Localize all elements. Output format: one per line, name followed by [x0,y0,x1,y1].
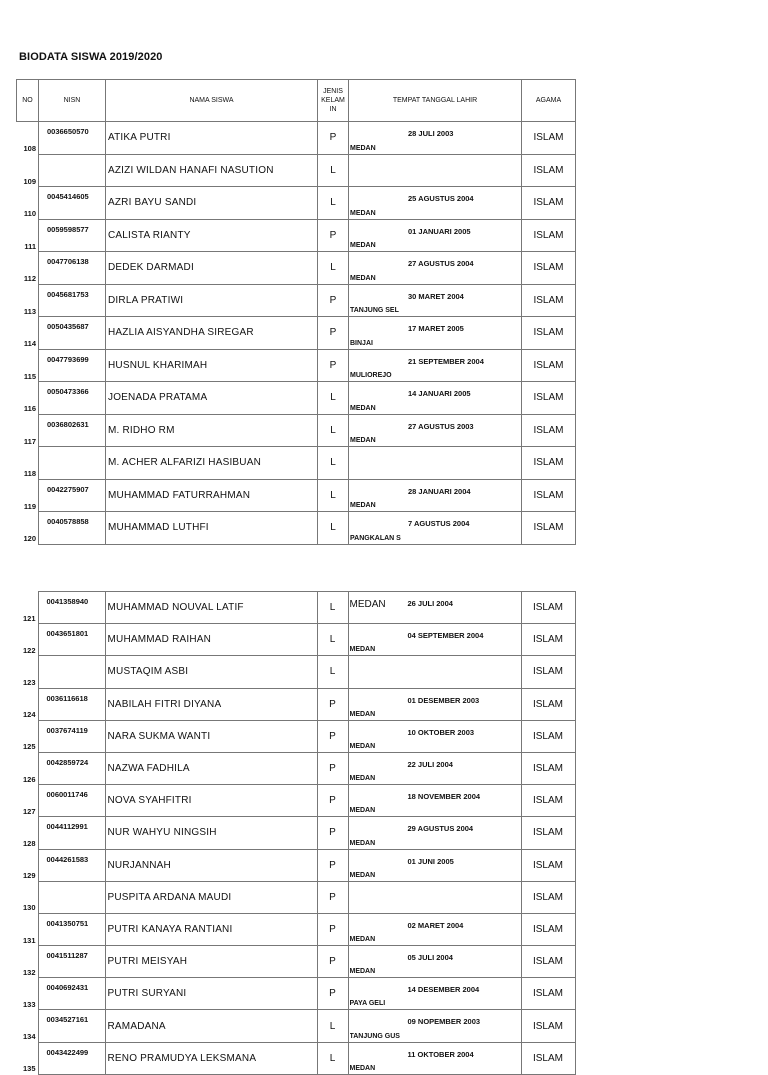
religion-cell: ISLAM [521,1010,575,1042]
nisn-cell: 0042275907 [39,479,106,512]
birth-place: BINJAI [350,339,373,347]
student-name-cell: M. ACHER ALFARIZI HASIBUAN [106,447,318,480]
birth-place: MEDAN [349,646,376,654]
row-number: 132 [16,946,38,978]
nisn-cell: 0043651801 [38,624,105,656]
gender-cell: P [317,688,348,720]
nisn-cell: 0060011746 [38,785,105,817]
row-number: 111 [17,219,39,252]
religion-cell: ISLAM [521,656,575,688]
gender-cell: P [318,122,349,155]
birth-place-date-cell [348,720,521,752]
table-row [17,447,576,480]
row-number: 127 [16,785,38,817]
birth-place-date-cell [348,785,521,817]
birth-date: 05 JULI 2004 [407,953,453,963]
student-name-cell: MUHAMMAD NOUVAL LATIF [105,592,317,624]
religion-cell: ISLAM [522,187,576,220]
birth-date: 14 DESEMBER 2004 [407,985,480,995]
birth-place: MEDAN [350,144,376,152]
birth-date: 02 MARET 2004 [407,920,464,930]
header-tempat-tanggal-lahir: TEMPAT TANGGAL LAHIR [349,80,522,122]
gender-cell: P [317,913,348,945]
birth-date: 01 JANUARI 2005 [408,226,471,236]
gender-cell: P [318,317,349,350]
gender-cell: L [317,1010,348,1042]
table-row [16,946,575,978]
table-row [16,978,575,1010]
table-row [17,479,576,512]
birth-place: MEDAN [349,839,376,847]
religion-cell: ISLAM [522,154,576,187]
student-name-cell: RAMADANA [105,1010,317,1042]
table-row [16,624,575,656]
birth-place-date-cell [348,624,521,656]
nisn-cell: 0037674119 [38,720,105,752]
student-name-cell: PUTRI SURYANI [105,978,317,1010]
religion-cell: ISLAM [521,785,575,817]
birth-place-date-cell [349,479,522,512]
nisn-cell: 0041358940 [38,592,105,624]
table-row [17,219,576,252]
religion-cell: ISLAM [521,592,575,624]
table-row [16,592,575,624]
birth-place: MEDAN [350,242,376,249]
student-name-cell: ATIKA PUTRI [106,122,318,155]
nisn-cell: 0036650570 [39,122,106,155]
birth-place-date-cell [349,252,522,285]
birth-date: 21 SEPTEMBER 2004 [408,356,484,366]
row-number: 122 [16,624,38,656]
nisn-cell: 0036116618 [38,688,105,720]
gender-cell: L [318,512,349,545]
religion-cell: ISLAM [521,817,575,849]
birth-date: 14 JANUARI 2005 [408,389,471,398]
row-number: 133 [16,978,38,1010]
gender-cell: P [317,785,348,817]
row-number: 120 [17,512,39,545]
gender-cell: P [317,978,348,1010]
birth-place-date-cell [349,382,522,415]
gender-cell: L [318,252,349,285]
birth-place: TANJUNG SEL [350,307,399,314]
birth-place: MEDAN [350,209,376,217]
birth-date: 29 AGUSTUS 2004 [407,824,474,834]
nisn-cell [38,881,105,913]
gender-cell: L [318,154,349,187]
birth-place: PAYA GELI [349,1000,386,1008]
row-number: 135 [16,1042,38,1074]
religion-cell: ISLAM [521,688,575,720]
birth-place-date-cell [349,122,522,155]
birth-place: TANJUNG GUS [349,1032,400,1040]
religion-cell: ISLAM [522,349,576,382]
gender-cell: P [317,849,348,881]
row-number: 119 [17,479,39,512]
birth-date: 27 AGUSTUS 2003 [408,421,474,431]
table-row [17,154,576,187]
header-jenis-kelamin: JENIS KELAMIN [318,80,349,122]
header-agama: AGAMA [522,80,576,122]
student-name-cell: JOENADA PRATAMA [106,382,318,415]
birth-place-date-cell [348,946,521,978]
student-name-cell: NAZWA FADHILA [105,752,317,784]
birth-place: MEDAN [350,437,376,444]
table-row [17,122,576,155]
gender-cell: P [317,752,348,784]
nisn-cell: 0047706138 [39,252,106,285]
religion-cell: ISLAM [521,1042,575,1074]
nisn-cell: 0036802631 [39,414,106,447]
header-nisn: NISN [39,80,106,122]
table-row [16,656,575,688]
student-name-cell: NUR WAHYU NINGSIH [105,817,317,849]
student-name-cell: NABILAH FITRI DIYANA [105,688,317,720]
student-name-cell: MUHAMMAD FATURRAHMAN [106,479,318,512]
row-number: 115 [17,349,39,382]
gender-cell: P [318,349,349,382]
nisn-cell: 0044261583 [38,849,105,881]
birth-place-date-cell [348,688,521,720]
birth-place: MEDAN [349,968,376,976]
nisn-cell: 0040692431 [38,978,105,1010]
gender-cell: L [318,414,349,447]
birth-date: 09 NOPEMBER 2003 [407,1017,481,1027]
gender-cell: L [317,656,348,688]
birth-place-date-cell [349,284,522,317]
table-row [16,1042,575,1074]
nisn-cell: 0050435687 [39,317,106,350]
gender-cell: L [318,187,349,220]
birth-place-date-cell [349,414,522,447]
student-name-cell: HAZLIA AISYANDHA SIREGAR [106,317,318,350]
row-number: 121 [16,592,38,624]
student-name-cell: MUHAMMAD RAIHAN [105,624,317,656]
table-row [17,317,576,350]
nisn-cell: 0047793699 [39,349,106,382]
student-name-cell: PUSPITA ARDANA MAUDI [105,881,317,913]
birth-place: MEDAN [349,1064,376,1072]
header-nama-siswa: NAMA SISWA [106,80,318,122]
religion-cell: ISLAM [522,219,576,252]
student-name-cell: PUTRI KANAYA RANTIANI [105,913,317,945]
birth-place-date-cell [348,656,521,688]
nisn-cell: 0041350751 [38,913,105,945]
table-row [16,752,575,784]
row-number: 109 [17,154,39,187]
birth-place-date-cell [348,913,521,945]
header-no: NO [17,80,39,122]
nisn-cell: 0045414605 [39,187,106,220]
birth-date: 7 AGUSTUS 2004 [408,519,470,528]
religion-cell: ISLAM [521,913,575,945]
nisn-cell: 0045681753 [39,284,106,317]
birth-place: MEDAN [349,742,376,750]
gender-cell: L [317,1042,348,1074]
religion-cell: ISLAM [522,512,576,545]
gender-cell: L [318,479,349,512]
gender-cell: P [317,946,348,978]
table-row [17,512,576,545]
birth-date: 27 AGUSTUS 2004 [408,259,474,268]
religion-cell: ISLAM [522,382,576,415]
table-header-row [17,80,576,122]
gender-cell: L [317,592,348,624]
nisn-cell: 0044112991 [38,817,105,849]
birth-date: 28 JULI 2003 [408,129,454,138]
table-row [16,849,575,881]
nisn-cell: 0043422499 [38,1042,105,1074]
birth-date: 11 OKTOBER 2004 [407,1049,474,1059]
gender-cell: L [318,382,349,415]
birth-place-date-cell [348,1042,521,1074]
row-number: 124 [16,688,38,720]
birth-place-date-cell [348,849,521,881]
birth-place-date-cell [349,154,522,187]
row-number: 126 [16,752,38,784]
birth-place-date-cell [348,881,521,913]
birth-place: MEDAN [350,404,376,412]
nisn-cell [39,154,106,187]
birth-place-date-cell [348,1010,521,1042]
gender-cell: L [318,447,349,480]
birth-date: 22 JULI 2004 [407,759,453,769]
nisn-cell: 0034527161 [38,1010,105,1042]
birth-place: MEDAN [349,599,386,610]
birth-place: MEDAN [349,936,376,944]
birth-place: MEDAN [349,807,376,815]
birth-place-date-cell [348,752,521,784]
religion-cell: ISLAM [522,284,576,317]
row-number: 125 [16,720,38,752]
student-name-cell: MUSTAQIM ASBI [105,656,317,688]
student-table-1 [16,79,576,545]
student-name-cell: NURJANNAH [105,849,317,881]
row-number: 118 [17,447,39,480]
birth-place: MEDAN [349,775,376,783]
row-number: 116 [17,382,39,415]
birth-place-date-cell [349,349,522,382]
gender-cell: L [317,624,348,656]
religion-cell: ISLAM [521,946,575,978]
birth-place-date-cell [348,817,521,849]
table-row [16,913,575,945]
row-number: 112 [17,252,39,285]
table-row [17,414,576,447]
row-number: 108 [17,122,39,155]
nisn-cell: 0042859724 [38,752,105,784]
religion-cell: ISLAM [521,752,575,784]
table-row [17,187,576,220]
table-row [16,688,575,720]
religion-cell: ISLAM [521,978,575,1010]
nisn-cell: 0041511287 [38,946,105,978]
birth-place-date-cell [349,447,522,480]
religion-cell: ISLAM [521,624,575,656]
table-row [17,382,576,415]
row-number: 134 [16,1010,38,1042]
religion-cell: ISLAM [522,447,576,480]
table-row [16,720,575,752]
birth-place-date-cell [348,978,521,1010]
religion-cell: ISLAM [522,479,576,512]
birth-date: 25 AGUSTUS 2004 [408,194,474,203]
birth-date: 30 MARET 2004 [408,291,464,301]
row-number: 110 [17,187,39,220]
row-number: 129 [16,849,38,881]
row-number: 117 [17,414,39,447]
gender-cell: P [317,817,348,849]
birth-place-date-cell [349,512,522,545]
student-name-cell: CALISTA RIANTY [106,219,318,252]
table-row [16,881,575,913]
student-name-cell: M. RIDHO RM [106,414,318,447]
student-name-cell: PUTRI MEISYAH [105,946,317,978]
birth-place: MEDAN [350,274,376,282]
birth-place-date-cell [349,219,522,252]
nisn-cell [38,656,105,688]
nisn-cell: 0050473366 [39,382,106,415]
student-name-cell: NOVA SYAHFITRI [105,785,317,817]
birth-date: 18 NOVEMBER 2004 [407,792,481,802]
birth-place: MEDAN [349,871,376,879]
page-title: BIODATA SISWA 2019/2020 [19,51,163,63]
birth-date: 17 MARET 2005 [408,324,464,333]
birth-date: 04 SEPTEMBER 2004 [407,631,484,641]
birth-date: 26 JULI 2004 [407,599,453,608]
gender-cell: P [318,219,349,252]
table-row [17,349,576,382]
table-row [16,1010,575,1042]
birth-place-date-cell [349,317,522,350]
birth-place-date-cell [348,592,521,624]
student-name-cell: DEDEK DARMADI [106,252,318,285]
gender-cell: P [317,881,348,913]
religion-cell: ISLAM [521,881,575,913]
student-table-2 [16,591,576,1075]
birth-place: PANGKALAN S [350,534,401,542]
nisn-cell: 0040578858 [39,512,106,545]
row-number: 113 [17,284,39,317]
row-number: 123 [16,656,38,688]
row-number: 131 [16,913,38,945]
nisn-cell [39,447,106,480]
religion-cell: ISLAM [522,252,576,285]
student-name-cell: HUSNUL KHARIMAH [106,349,318,382]
student-name-cell: AZRI BAYU SANDI [106,187,318,220]
birth-place: MEDAN [349,710,376,718]
religion-cell: ISLAM [522,414,576,447]
birth-date: 01 DESEMBER 2003 [407,695,480,705]
table-row [16,817,575,849]
table-row [17,252,576,285]
table-row [17,284,576,317]
gender-cell: P [317,720,348,752]
student-name-cell: MUHAMMAD LUTHFI [106,512,318,545]
religion-cell: ISLAM [521,720,575,752]
row-number: 130 [16,881,38,913]
birth-date: 28 JANUARI 2004 [408,486,471,496]
table-row [16,785,575,817]
religion-cell: ISLAM [522,317,576,350]
student-name-cell: AZIZI WILDAN HANAFI NASUTION [106,154,318,187]
student-name-cell: NARA SUKMA WANTI [105,720,317,752]
religion-cell: ISLAM [522,122,576,155]
birth-date: 01 JUNI 2005 [407,856,454,866]
row-number: 114 [17,317,39,350]
birth-place: MEDAN [350,502,376,509]
birth-date: 10 OKTOBER 2003 [407,727,475,737]
student-name-cell: DIRLA PRATIWI [106,284,318,317]
nisn-cell: 0059598577 [39,219,106,252]
birth-place-date-cell [349,187,522,220]
birth-place: MULIOREJO [350,372,392,379]
religion-cell: ISLAM [521,849,575,881]
row-number: 128 [16,817,38,849]
student-name-cell: RENO PRAMUDYA LEKSMANA [105,1042,317,1074]
gender-cell: P [318,284,349,317]
